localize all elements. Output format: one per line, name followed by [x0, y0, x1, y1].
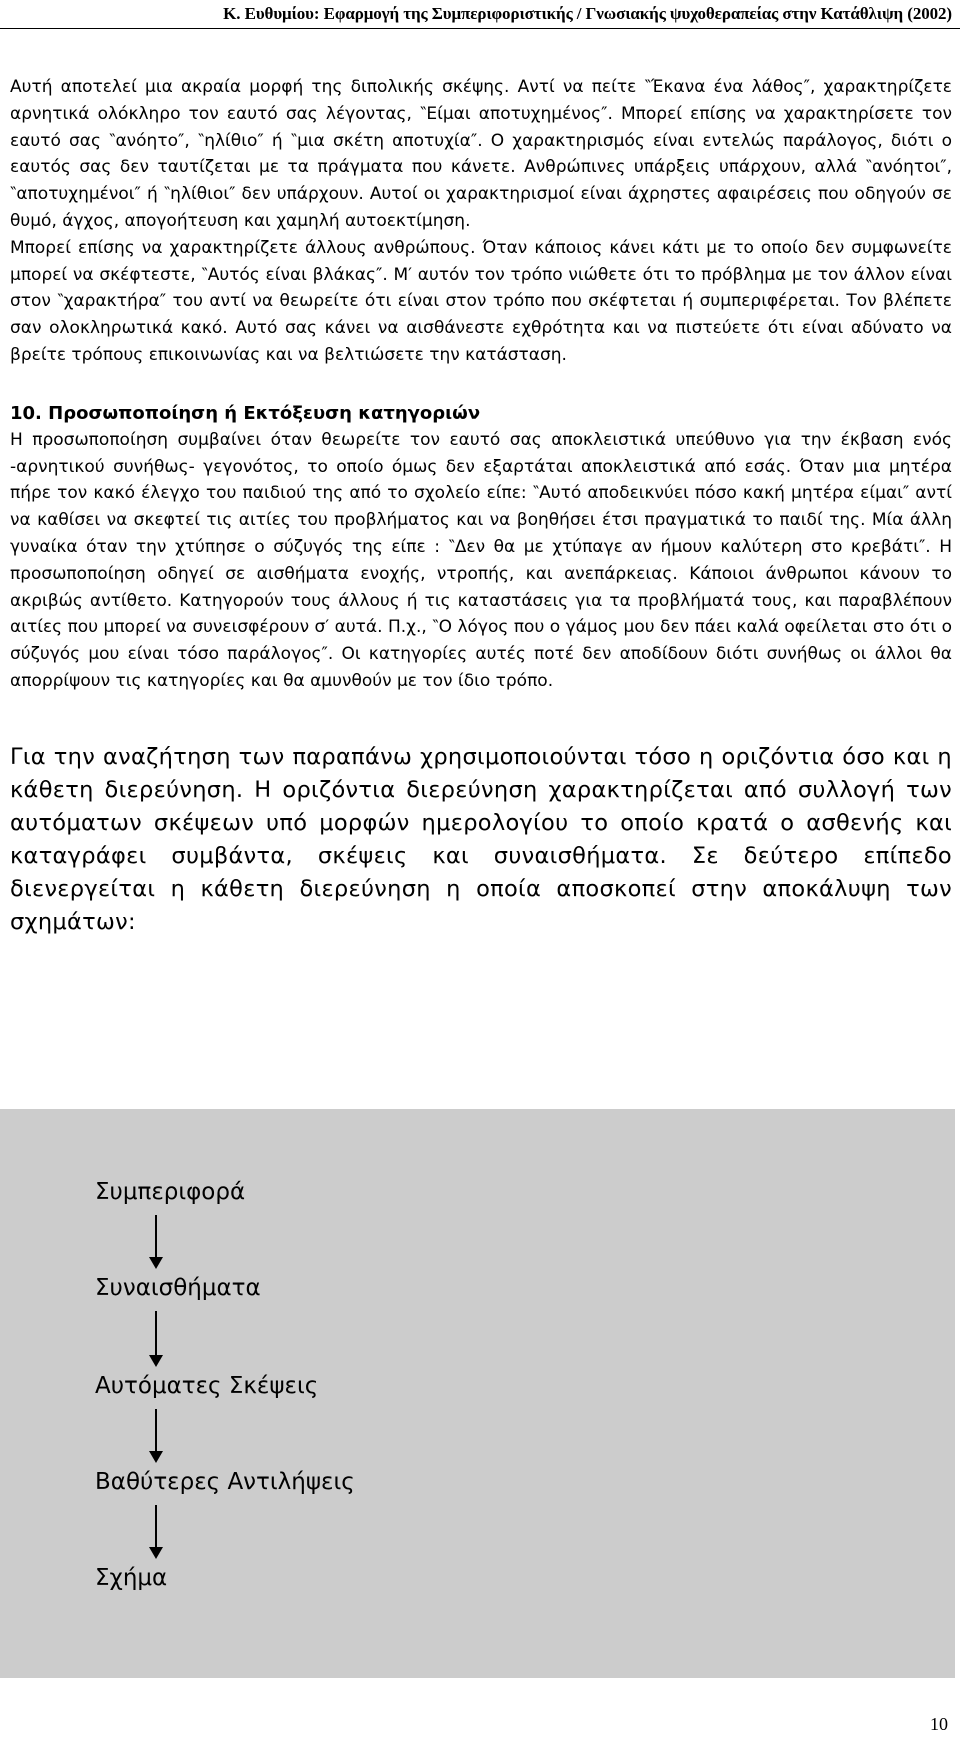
page-number: 10 — [930, 1714, 948, 1734]
node-automatic-thoughts: Αυτόματες Σκέψεις — [95, 1373, 319, 1399]
section-heading: 10. Προσωποποίηση ή Εκτόξευση κατηγοριών — [10, 402, 481, 424]
down-arrow-icon — [146, 1409, 166, 1463]
node-deeper-beliefs: Βαθύτερες Αντιλήψεις — [95, 1469, 355, 1495]
node-behavior: Συμπεριφορά — [95, 1179, 246, 1205]
header-rule — [0, 28, 960, 29]
vertical-investigation-diagram — [0, 1109, 955, 1678]
page-body — [10, 74, 952, 939]
node-emotions: Συναισθήματα — [95, 1275, 261, 1301]
down-arrow-icon — [146, 1505, 166, 1559]
running-header: Κ. Ευθυμίου: Εφαρμογή της Συμπεριφοριστικής / Γνωσιακής ψυχοθεραπείας στην Κατάθλιψη (2002) — [223, 4, 952, 23]
paragraph-investigation: Για την αναζήτηση των παραπάνω χρησιμοποιούνται τόσο η οριζόντια όσο και η κάθετη διερεύνηση. Η οριζόντια διερεύνηση χαρακτηρίζεται από συλλογή των αυτόματων σκέψεων υπό μορφών ημερολογίου το οποίο κρατά ο ασθενής και καταγράφει συμβάντα, σκέψεις και συναισθήματα. Σε δεύτερο επίπεδο διενεργείται η κάθετη διερεύνηση η οποία αποσκοπεί στην αποκάλυψη των σχημάτων: — [10, 743, 952, 935]
down-arrow-icon — [146, 1311, 166, 1367]
paragraph-labeling-others: Μπορεί επίσης να χαρακτηρίζετε άλλους ανθρώπους. Όταν κάποιος κάνει κάτι με το οποίο δεν συμφωνείτε μπορεί να σκέφτεστε, ‶Αυτός είναι βλάκας″. Μ′ αυτόν τον τρόπο νιώθετε ότι το πρόβλημα με τον άλλον είναι στον ‶χαρακτήρα″ του αντί να θεωρείτε ότι είναι στον τρόπο που σκέφτεται ή συμπεριφέρεται. Τον βλέπετε σαν ολοκληρωτικά κακό. Αυτό σας κάνει να αισθάνεστε εχθρότητα και να πιστεύετε ότι είναι αδύνατο να βρείτε τρόπους επικοινωνίας και να βελτιώσετε την κατάσταση. — [10, 237, 952, 365]
paragraph-personalization: Η προσωποποίηση συμβαίνει όταν θεωρείτε τον εαυτό σας αποκλειστικά υπεύθυνο για την έκβαση ενός -αρνητικού συνήθως- γεγονότος, το οποίο όμως δεν εξαρτάται αποκλειστικά από εσάς. Όταν μια μητέρα πήρε τον κακό έλεγχο του παιδιού της από το σχολείο είπε: ‶Αυτό αποδεικνύει πόσο κακή μητέρα είμαι″ αντί να καθίσει να σκεφτεί τις αιτίες του προβλήματος και να βοηθήσει έτσι πραγματικά το παιδί της. Μία άλλη γυναίκα όταν την χτύπησε ο σύζυγός της είπε : ‶Δεν θα με χτύπαγε αν ήμουν καλύτερη στο κρεβάτι″. Η προσωποποίηση οδηγεί σε αισθήματα ενοχής, ντροπής, και ανεπάρκειας. Κάποιοι άνθρωποι κάνουν το ακριβώς αντίθετο. Κατηγορούν τους άλλους ή τις καταστάσεις για τα προβλήματά τους, και παραβλέπουν αιτίες που μπορεί να συνεισφέρουν σ′ αυτά. Π.χ., ‶Ο λόγος που ο γάμος μου δεν πάει καλά οφείλεται στο ότι ο σύζυγός μου είναι τόσο παράλογος″. Οι κατηγορίες αυτές ποτέ δεν αποδίδουν διότι συνήθως οι άλλοι θα απορρίψουν τις κατηγορίες και θα αμυνθούν με τον ίδιο τρόπο. — [10, 429, 952, 691]
paragraph-labeling: Αυτή αποτελεί μια ακραία μορφή της διπολικής σκέψης. Αντί να πείτε ‶Έκανα ένα λάθος″, χαρακτηρίζετε αρνητικά ολόκληρο τον εαυτό σας λέγοντας, ‶Είμαι αποτυχημένος″. Μπορεί επίσης να χαρακτηρίσετε τον εαυτό σας ‶ανόητο″, ‶ηλίθιο″ ή ‶μια σκέτη αποτυχία″. Ο χαρακτηρισμός είναι εντελώς παράλογος, διότι ο εαυτός σας δεν ταυτίζεται με τα πράγματα που κάνετε. Ανθρώπινες υπάρξεις υπάρχουν, αλλά ‶ανόητοι″, ‶αποτυχημένοι″ ή ‶ηλίθιοι″ δεν υπάρχουν. Αυτοί οι χαρακτηρισμοί είναι άχρηστες αφαιρέσεις που οδηγούν σε θυμό, άγχος, απογοήτευση και χαμηλή αυτοεκτίμηση. — [10, 77, 952, 231]
node-schema: Σχήμα — [95, 1565, 168, 1591]
down-arrow-icon — [146, 1215, 166, 1269]
